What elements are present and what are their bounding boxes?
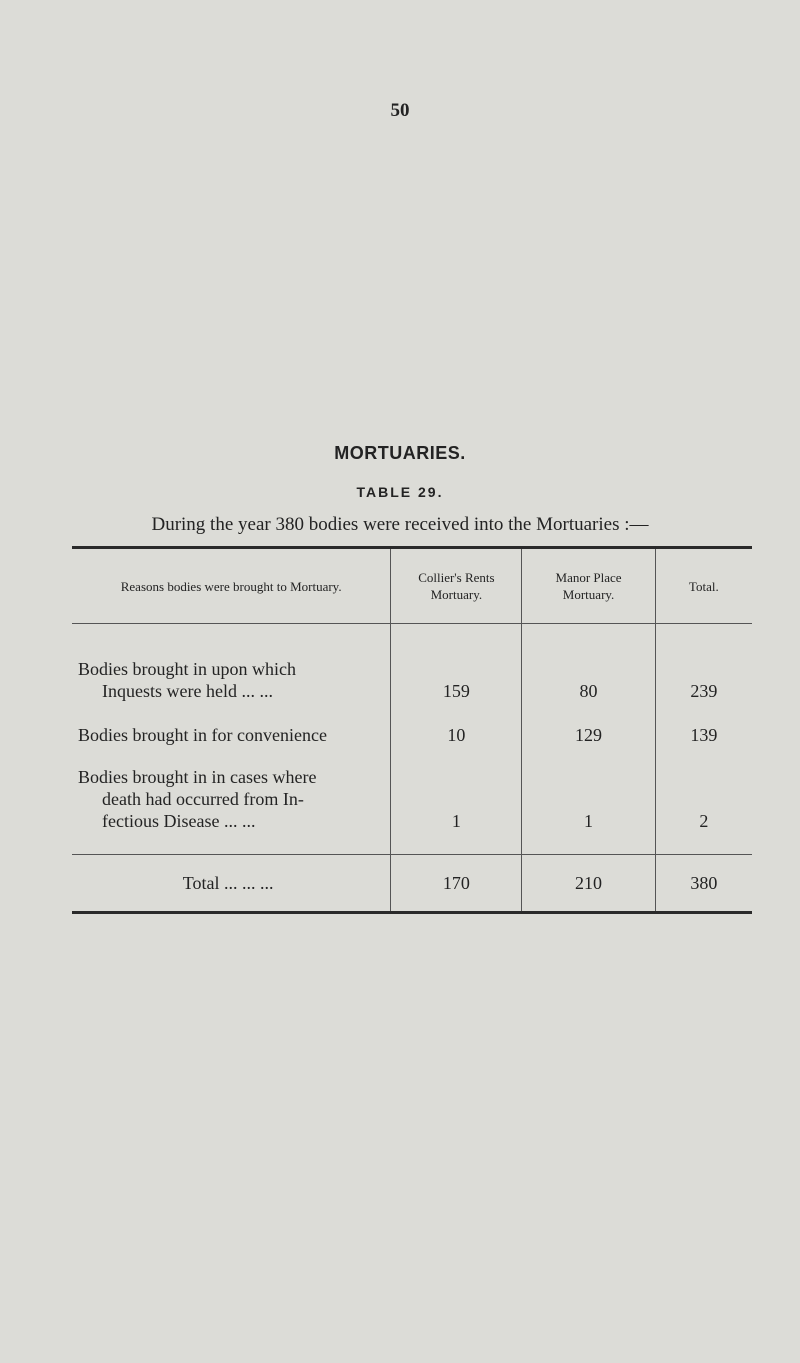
total-manor-place: 210 <box>522 855 655 913</box>
cell-colliers-rents: 10 <box>391 702 522 746</box>
table-row <box>72 746 752 855</box>
reason-line: Inquests were held ... ... <box>102 681 273 701</box>
total-colliers-rents: 170 <box>391 855 522 913</box>
table-row <box>72 702 752 746</box>
header-reasons: Reasons bodies were brought to Mortuary. <box>72 548 391 624</box>
reason-line: death had occurred from In- <box>102 789 304 809</box>
row-reason <box>72 702 391 746</box>
cell-manor-place: 80 <box>522 624 655 703</box>
table-header-row <box>72 548 752 624</box>
mortuary-table <box>72 546 752 914</box>
row-reason <box>72 624 391 703</box>
total-overall: 380 <box>655 855 752 913</box>
total-row <box>72 855 752 913</box>
cell-colliers-rents: 1 <box>391 746 522 855</box>
header-total: Total. <box>655 548 752 624</box>
row-reason <box>72 746 391 855</box>
cell-manor-place: 1 <box>522 746 655 855</box>
reason-line: fectious Disease ... ... <box>102 811 256 831</box>
section-heading: MORTUARIES. <box>334 443 466 463</box>
cell-manor-place: 129 <box>522 702 655 746</box>
page-number: 50 <box>390 100 410 121</box>
reason-line: Bodies brought in in cases where <box>78 767 317 787</box>
table-label: TABLE 29. <box>356 484 444 500</box>
cell-total: 2 <box>655 746 752 855</box>
cell-total: 239 <box>655 624 752 703</box>
cell-colliers-rents: 159 <box>391 624 522 703</box>
intro-text: During the year 380 bodies were received into the Mortuaries :— <box>151 514 649 535</box>
reason-line: Bodies brought in for convenience <box>78 725 327 745</box>
table-row <box>72 624 752 703</box>
reason-line: Bodies brought in upon which <box>78 659 296 679</box>
cell-total: 139 <box>655 702 752 746</box>
total-label: Total ... ... ... <box>72 855 391 913</box>
header-manor-place: Manor Place Mortuary. <box>522 548 655 624</box>
header-colliers-rents: Collier's Rents Mortuary. <box>391 548 522 624</box>
